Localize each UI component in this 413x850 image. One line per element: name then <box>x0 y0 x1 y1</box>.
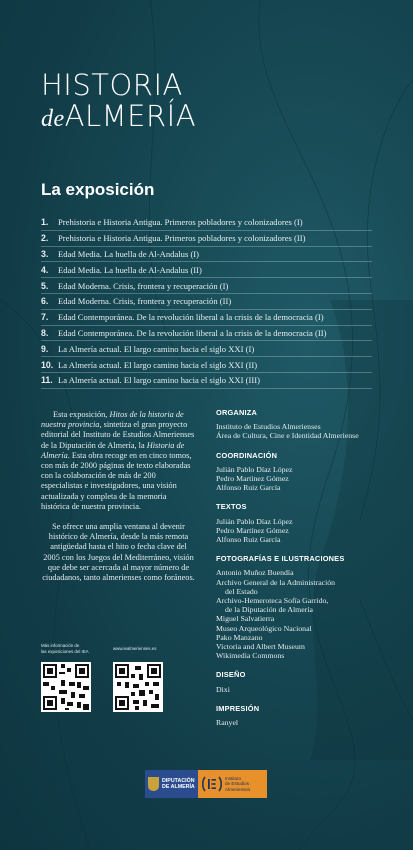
item-label: Prehistoria e Historia Antigua. Primeros pobladores y colonizadores (II) <box>58 233 306 244</box>
title-historia: HISTORIA <box>41 68 183 102</box>
coat-of-arms-icon <box>148 777 159 791</box>
credit-line: de la Diputación de Almería <box>225 605 313 615</box>
intro-paragraph-1 <box>41 410 196 512</box>
list-item <box>41 310 372 326</box>
credit-line: Alfonso Ruiz García <box>216 483 281 493</box>
list-item <box>41 231 372 247</box>
item-label: La Almería actual. El largo camino hacia el siglo XXI (III) <box>58 375 260 386</box>
qr-caption-exposiciones <box>41 643 89 654</box>
item-number: 11. <box>41 375 53 386</box>
credit-line: Ranyel <box>216 718 239 728</box>
credit-line: Dixi <box>216 684 230 694</box>
item-number: 4. <box>41 264 49 275</box>
item-number: 9. <box>41 343 49 354</box>
credits-coordinacion <box>216 451 391 493</box>
credit-line: Museo Arqueológico Nacional <box>216 623 312 633</box>
iea-logo <box>198 770 267 798</box>
item-number: 7. <box>41 312 49 323</box>
list-item <box>41 326 372 342</box>
intro-text-run: . Esta obra recoge en en cinco tomos, con más de 2000 páginas de texto elaboradas con la colaboración de más de 200 especialistas e investigadores, una visión actualizada y completa de la memoria histórica de nuestra provincia. <box>41 450 192 511</box>
iea-mark-icon <box>202 775 222 793</box>
item-label: Prehistoria e Historia Antigua. Primeros pobladores y colonizadores (I) <box>58 217 303 228</box>
item-label: Edad Media. La huella de Al-Andalus (II) <box>58 264 202 275</box>
qr-caption-website: www.iealmerienses.es <box>113 646 157 651</box>
item-label: Edad Moderna. Crisis, frontera y recuperación (II) <box>58 296 232 307</box>
credit-line: Julián Pablo Díaz López <box>216 516 293 526</box>
logo-text-line: DE ALMERÍA <box>162 784 195 790</box>
list-item <box>41 294 372 310</box>
credit-line: Archivo General de la Administración <box>216 577 336 587</box>
credit-line: Miguel Salvatierra <box>216 614 275 624</box>
diputacion-label <box>162 778 195 790</box>
item-number: 3. <box>41 248 49 259</box>
title-almeria-word: ALMERÍA <box>64 99 197 133</box>
list-item <box>41 341 372 357</box>
diputacion-logo <box>145 770 198 798</box>
credits-heading: IMPRESIÓN <box>216 703 260 713</box>
logo-text-line: Almerienses <box>225 786 251 792</box>
intro-text-run: , sintetiza el gran proyecto editorial del Instituto de Estudios Almerienses de la Diputación de Almería, la <box>41 420 195 450</box>
credits-fotografias <box>216 554 391 660</box>
list-item <box>41 247 372 263</box>
intro-italic-title: Hitos de la historia de nuestra provincia <box>41 410 184 430</box>
title-de: de <box>41 106 65 132</box>
item-number: 2. <box>41 233 49 244</box>
qr-caption-line: las exposiciones del IEA <box>41 648 89 654</box>
item-label: Edad Contemporánea. De la revolución liberal a la crisis de la democracia (II) <box>58 327 327 338</box>
logo-text-line: Instituto <box>225 776 242 782</box>
list-item <box>41 278 372 294</box>
credit-line: Pako Manzano <box>216 632 263 642</box>
exhibition-title <box>41 70 196 134</box>
credits-heading: DISEÑO <box>216 670 246 680</box>
credit-line: Pedro Martínez Gómez <box>216 525 289 535</box>
credits <box>216 408 391 737</box>
section-title: La exposición <box>41 180 155 199</box>
logo-text-line: de Estudios <box>225 781 250 787</box>
credit-line: Pedro Martínez Gómez <box>216 474 289 484</box>
list-item <box>41 215 372 231</box>
credit-line: Archivo-Hemeroteca Sofía Garrido, <box>216 596 329 606</box>
item-number: 6. <box>41 296 49 307</box>
item-label: Edad Contemporánea. De la revolución liberal a la crisis de la democracia (I) <box>58 312 324 323</box>
logo-text-line: DIPUTACIÓN <box>162 777 195 784</box>
credit-line: Wikimedia Commons <box>216 651 285 661</box>
credits-heading: FOTOGRAFÍAS E ILUSTRACIONES <box>216 554 345 564</box>
qr-code-icon <box>41 662 91 712</box>
intro-paragraph-2: Se ofrece una amplia ventana al devenir histórico de Almería, desde la más remota antigüedad hasta el hito o fecha clave del 2005 con los Juegos del Mediterráneo, visión que debe ser acercada al mayor número de ciudadanos, tanto almerienses como foráneos. <box>42 522 195 583</box>
list-item <box>41 262 372 278</box>
credit-line: del Estado <box>225 586 258 596</box>
credit-line: Alfonso Ruiz García <box>216 535 281 545</box>
credits-heading: ORGANIZA <box>216 408 258 417</box>
item-number: 8. <box>41 327 49 338</box>
qr-code-website[interactable] <box>113 662 163 712</box>
credits-diseno <box>216 670 391 693</box>
qr-code-exposiciones[interactable] <box>41 662 91 712</box>
list-item <box>41 373 372 389</box>
qr-code-icon <box>113 662 163 712</box>
sponsor-logos <box>145 770 267 798</box>
item-number: 10. <box>41 359 54 370</box>
iea-label <box>225 776 250 792</box>
credits-impresion <box>216 704 391 727</box>
credits-textos <box>216 502 391 544</box>
credits-heading: COORDINACIÓN <box>216 450 278 460</box>
item-number: 5. <box>41 280 49 291</box>
list-item <box>41 357 372 373</box>
exhibition-contents-list <box>41 215 372 389</box>
item-number: 1. <box>41 217 49 228</box>
credit-line: Julián Pablo Díaz López <box>216 464 293 474</box>
qr-caption-line: Más información de <box>41 643 80 648</box>
credit-line: Victoria and Albert Museum <box>216 642 305 652</box>
item-label: La Almería actual. El largo camino hacia el siglo XXI (I) <box>58 343 255 354</box>
credit-line: Área de Cultura, Cine e Identidad Almeriense <box>216 431 359 441</box>
credit-line: Antonio Muñoz Buendía <box>216 568 294 578</box>
credits-organiza <box>216 408 391 441</box>
item-label: La Almería actual. El largo camino hacia el siglo XXI (II) <box>58 359 258 370</box>
item-label: Edad Media. La huella de Al-Andalus (I) <box>58 248 200 259</box>
title-almeria <box>41 101 196 134</box>
credit-line: Instituto de Estudios Almerienses <box>216 422 321 432</box>
intro-text-run: Esta exposición, <box>53 410 110 419</box>
intro-text <box>41 410 196 593</box>
credits-heading: TEXTOS <box>216 502 247 512</box>
item-label: Edad Moderna. Crisis, frontera y recuperación (I) <box>58 280 229 291</box>
intro-italic-work: Historia de Almería <box>41 440 185 460</box>
